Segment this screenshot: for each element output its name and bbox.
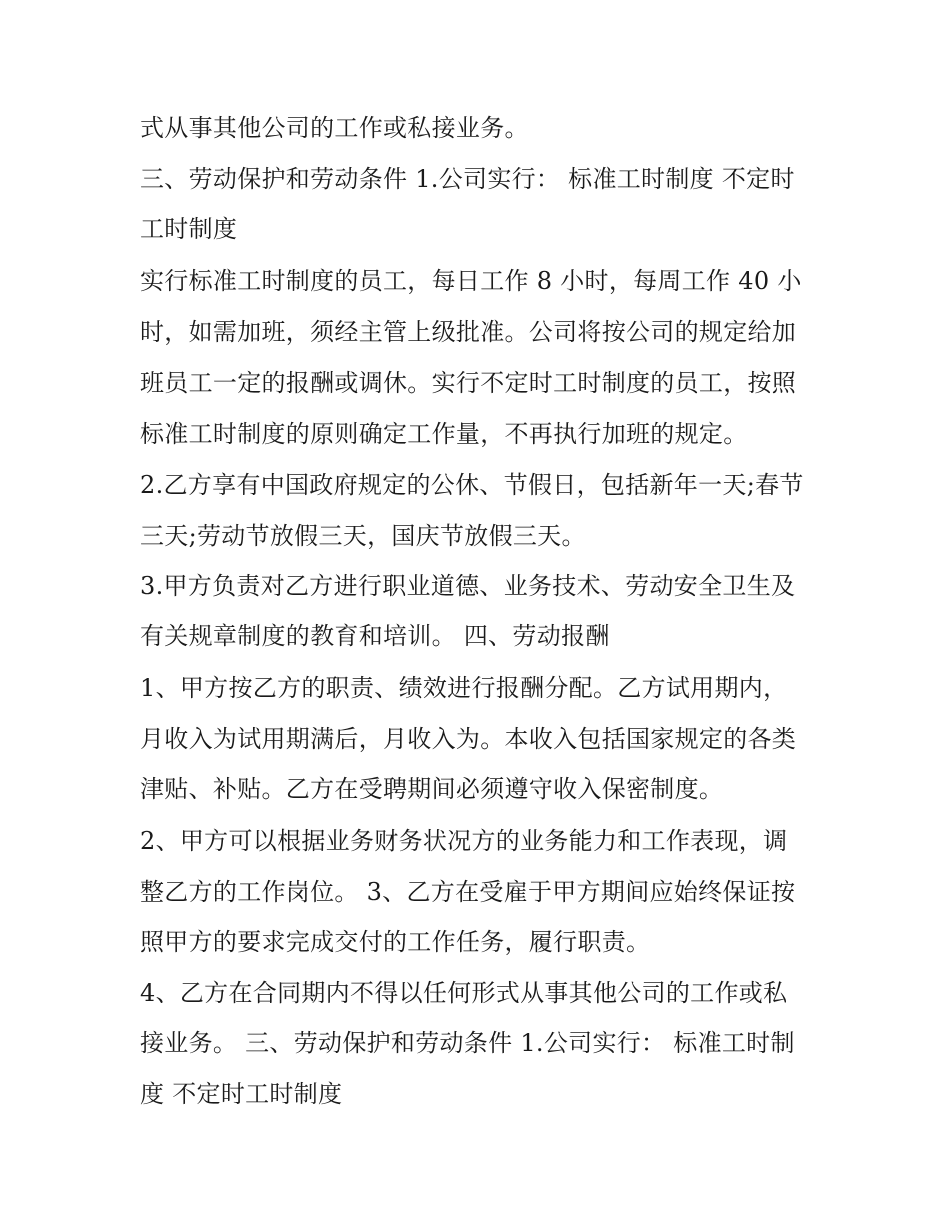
text-line: 3.甲方负责对乙方进行职业道德、业务技术、劳动安全卫生及	[140, 572, 796, 600]
text-line: 班员工一定的报酬或调休。实行不定时工时制度的员工，按照	[140, 369, 797, 397]
text-line: 工时制度	[140, 215, 238, 243]
text-line: 整乙方的工作岗位。 3、乙方在受雇于甲方期间应始终保证按	[140, 878, 796, 906]
text-line: 时，如需加班，须经主管上级批准。公司将按公司的规定给加	[140, 318, 797, 346]
text-line: 式从事其他公司的工作或私接业务。	[140, 114, 529, 142]
text-line: 津贴、补贴。乙方在受聘期间必须遵守收入保密制度。	[140, 775, 724, 803]
text-line: 有关规章制度的教育和培训。 四、劳动报酬	[140, 622, 610, 650]
text-line: 4、乙方在合同期内不得以任何形式从事其他公司的工作或私	[140, 979, 788, 1007]
text-line: 度 不定时工时制度	[140, 1080, 343, 1108]
text-line: 标准工时制度的原则确定工作量，不再执行加班的规定。	[140, 420, 748, 448]
text-line: 三天;劳动节放假三天，国庆节放假三天。	[140, 522, 586, 550]
text-line: 2、甲方可以根据业务财务状况方的业务能力和工作表现，调	[140, 827, 788, 855]
text-line: 2.乙方享有中国政府规定的公休、节假日，包括新年一天;春节	[140, 471, 804, 499]
text-line: 三、劳动保护和劳动条件 1.公司实行： 标准工时制度 不定时	[140, 165, 795, 193]
text-line: 接业务。 三、劳动保护和劳动条件 1.公司实行： 标准工时制	[140, 1029, 795, 1057]
text-line: 照甲方的要求完成交付的工作任务，履行职责。	[140, 928, 651, 956]
text-line: 实行标准工时制度的员工，每日工作 8 小时，每周工作 40 小	[140, 267, 802, 295]
text-line: 1、甲方按乙方的职责、绩效进行报酬分配。乙方试用期内，	[140, 674, 788, 702]
text-line: 月收入为试用期满后，月收入为。本收入包括国家规定的各类	[140, 725, 797, 753]
